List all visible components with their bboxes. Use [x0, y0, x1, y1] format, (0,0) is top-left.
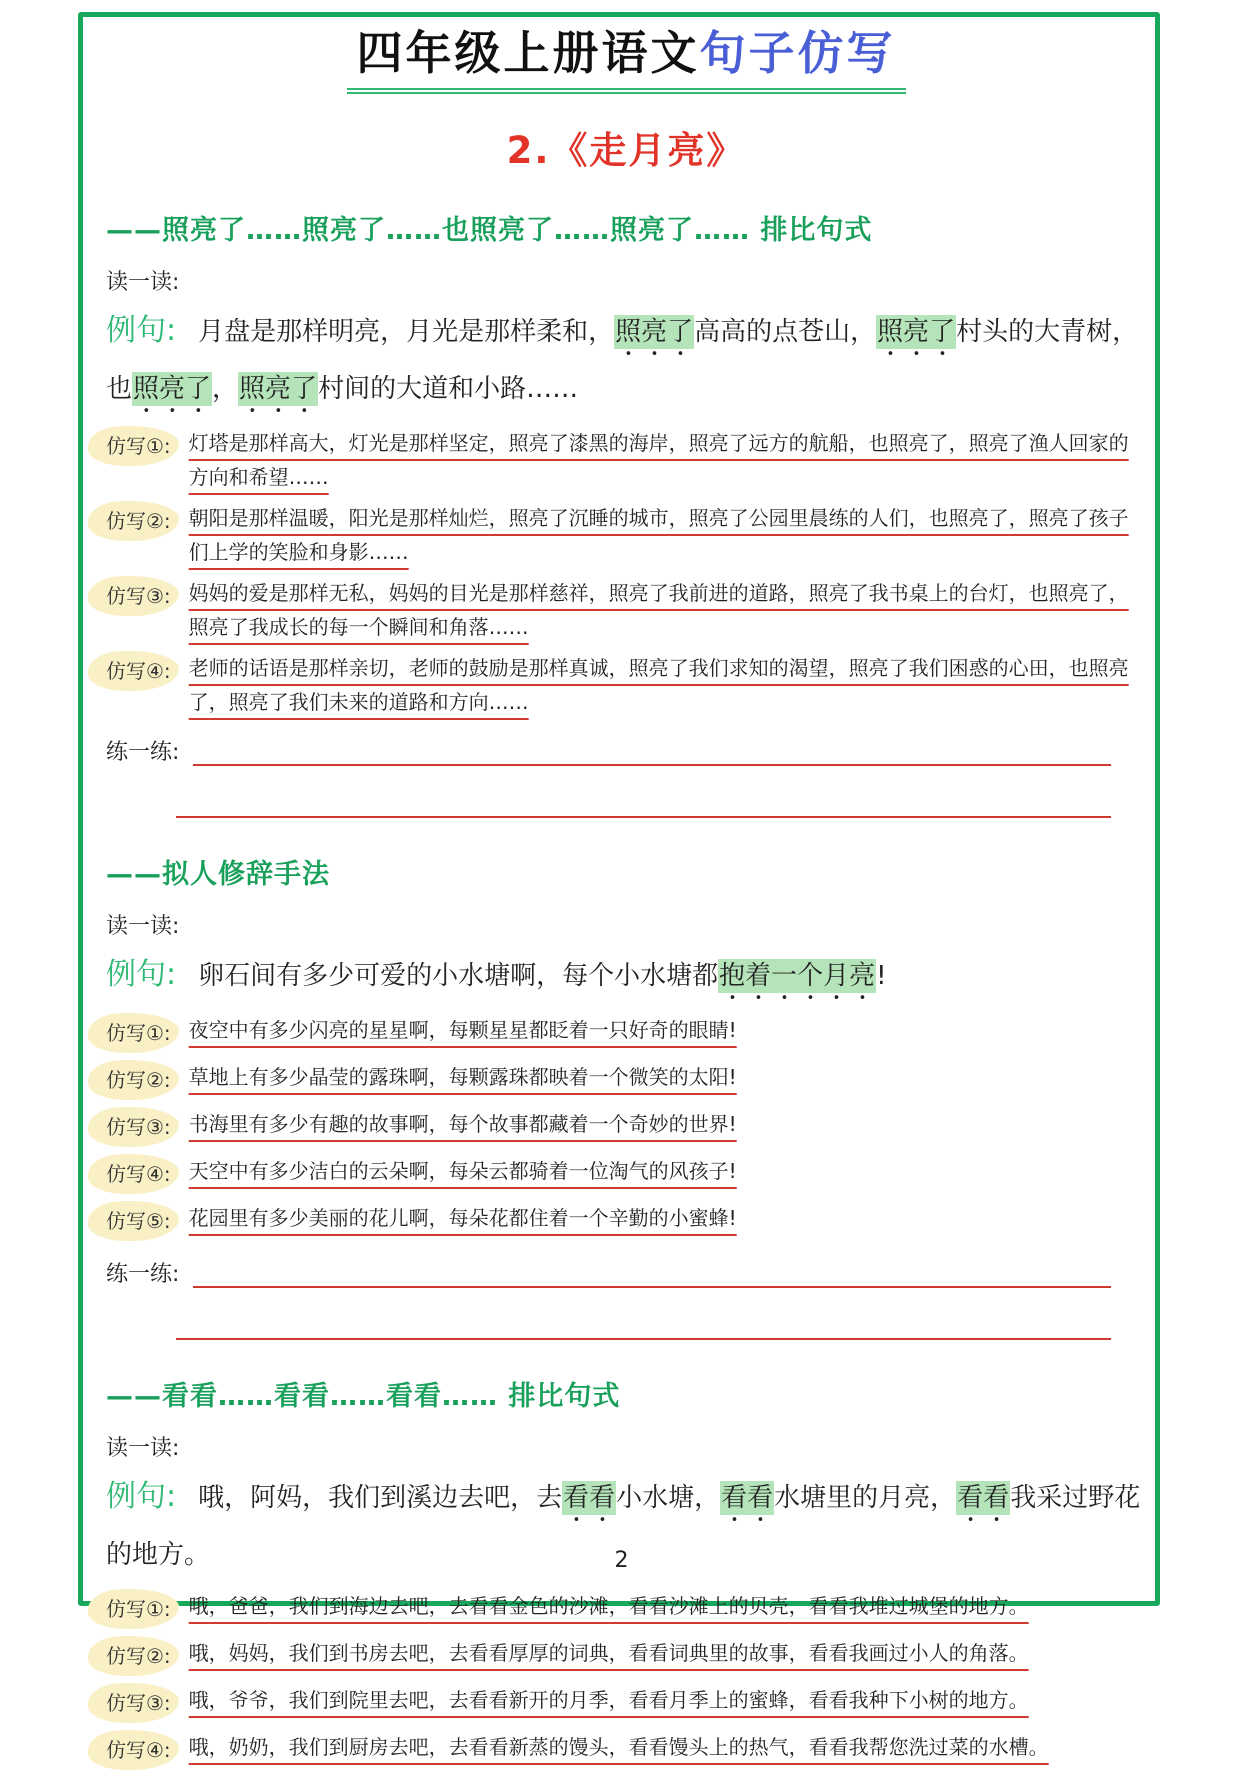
section-header: ——拟人修辞手法 — [106, 859, 330, 891]
example-segment: 村头的大青树，也 — [106, 317, 1139, 405]
fangxie-text: 花园里有多少美丽的花儿啊，每朵花都住着一个辛勤的小蜜蜂! — [188, 1206, 737, 1231]
example-segment: 高高的点苍山， — [694, 317, 877, 348]
fangxie-row — [106, 1060, 1146, 1100]
section-header: ——看看……看看……看看…… 排比句式 — [106, 1381, 621, 1413]
example-segment: 水塘里的月亮， — [774, 1483, 957, 1514]
fangxie-text: 妈妈的爱是那样无私，妈妈的目光是那样慈祥，照亮了我前进的道路，照亮了我书桌上的台灯，也照亮了，照亮了我成长的每一个瞬间和角落…… — [188, 581, 1129, 640]
example-segment: 哦，阿妈，我们到溪边去吧，去 — [198, 1483, 563, 1514]
example-segment: ， — [212, 374, 239, 405]
fangxie-label: 仿写①: — [88, 1589, 179, 1629]
read-label: 读一读: — [106, 914, 180, 940]
practice-line-1 — [193, 1262, 1111, 1288]
fangxie-label: 仿写④: — [88, 651, 179, 691]
section-niren-xiuci — [106, 852, 1146, 1340]
fangxie-text: 哦，奶奶，我们到厨房去吧，去看看新蒸的馒头，看看馒头上的热气，看看我帮您洗过菜的水槽。 — [188, 1735, 1049, 1760]
highlighted-phrase: 看看 — [563, 1483, 616, 1514]
page-title — [106, 26, 1146, 94]
example-segment: 我采过野花的地方。 — [106, 1483, 1141, 1571]
fangxie-text: 天空中有多少洁白的云朵啊，每朵云都骑着一位淘气的风孩子! — [188, 1159, 737, 1184]
highlighted-phrase: 看看 — [721, 1483, 774, 1514]
fangxie-label: 仿写②: — [88, 1636, 179, 1676]
fangxie-text: 夜空中有多少闪亮的星星啊，每颗星星都眨着一只好奇的眼睛! — [188, 1018, 737, 1043]
section-header: ——照亮了……照亮了……也照亮了……照亮了…… 排比句式 — [106, 215, 873, 247]
fangxie-label: 仿写②: — [88, 501, 179, 541]
fangxie-label: 仿写④: — [88, 1730, 179, 1770]
fangxie-row — [106, 1107, 1146, 1147]
fangxie-row — [106, 1730, 1146, 1770]
practice-row — [106, 1257, 1146, 1288]
page-number: 2 — [614, 1548, 629, 1573]
practice-row — [106, 735, 1146, 766]
example-segment: 村间的大道和小路…… — [318, 374, 579, 405]
fangxie-text: 草地上有多少晶莹的露珠啊，每颗露珠都映着一个微笑的太阳! — [188, 1065, 737, 1090]
practice-line-1 — [193, 740, 1111, 766]
fangxie-label: 仿写②: — [88, 1060, 179, 1100]
fangxie-text: 哦，爸爸，我们到海边去吧，去看看金色的沙滩，看看沙滩上的贝壳，看看我堆过城堡的地方。 — [188, 1594, 1029, 1619]
title-underline — [347, 26, 906, 94]
example-label: 例句: — [106, 957, 177, 993]
fangxie-row — [106, 576, 1146, 644]
highlighted-phrase: 看看 — [957, 1483, 1010, 1514]
fangxie-row — [106, 1154, 1146, 1194]
worksheet-content — [106, 26, 1146, 1770]
read-label: 读一读: — [106, 270, 180, 296]
fangxie-row — [106, 1589, 1146, 1629]
fangxie-label: 仿写①: — [88, 1013, 179, 1053]
example-segment: 卵石间有多少可爱的小水塘啊，每个小水塘都 — [198, 961, 719, 992]
lesson-title: 2.《走月亮》 — [506, 129, 746, 173]
practice-line-2 — [176, 814, 1111, 818]
title-accent: 句子仿写 — [699, 26, 896, 80]
highlighted-phrase: 照亮了 — [615, 317, 694, 348]
fangxie-text: 哦，爷爷，我们到院里去吧，去看看新开的月季，看看月季上的蜜蜂，看看我种下小树的地方。 — [188, 1688, 1029, 1713]
title-main: 四年级上册语文 — [356, 26, 700, 80]
example-label: 例句: — [106, 313, 177, 349]
fangxie-label: 仿写③: — [88, 1683, 179, 1723]
fangxie-label: 仿写④: — [88, 1154, 179, 1194]
fangxie-text: 哦，妈妈，我们到书房去吧，去看看厚厚的词典，看看词典里的故事，看看我画过小人的角落。 — [188, 1641, 1029, 1666]
fangxie-row — [106, 1683, 1146, 1723]
fangxie-row — [106, 651, 1146, 719]
example-segment: 月盘是那样明亮，月光是那样柔和， — [198, 317, 615, 348]
read-label: 读一读: — [106, 1436, 180, 1462]
fangxie-row — [106, 426, 1146, 494]
fangxie-row — [106, 501, 1146, 569]
fangxie-row — [106, 1636, 1146, 1676]
practice-label: 练一练: — [106, 740, 180, 766]
section-paibi-zhaoliang — [106, 208, 1146, 818]
fangxie-text: 朝阳是那样温暖，阳光是那样灿烂，照亮了沉睡的城市，照亮了公园里晨练的人们，也照亮了，照亮了孩子们上学的笑脸和身影…… — [188, 506, 1129, 565]
example-sentence — [106, 948, 1146, 1006]
example-segment: ! — [876, 961, 887, 992]
fangxie-row — [106, 1013, 1146, 1053]
practice-line-2 — [176, 1336, 1111, 1340]
fangxie-row — [106, 1201, 1146, 1241]
fangxie-label: 仿写③: — [88, 1107, 179, 1147]
highlighted-phrase: 照亮了 — [877, 317, 956, 348]
fangxie-label: 仿写③: — [88, 576, 179, 616]
highlighted-phrase: 抱着一个月亮 — [719, 961, 876, 992]
highlighted-phrase: 照亮了 — [239, 374, 318, 405]
example-label: 例句: — [106, 1479, 177, 1515]
highlighted-phrase: 照亮了 — [133, 374, 212, 405]
example-sentence — [106, 304, 1146, 419]
fangxie-label: 仿写①: — [88, 426, 179, 466]
fangxie-text: 老师的话语是那样亲切，老师的鼓励是那样真诚，照亮了我们求知的渴望，照亮了我们困惑的心田，也照亮了，照亮了我们未来的道路和方向…… — [188, 656, 1129, 715]
fangxie-text: 灯塔是那样高大，灯光是那样坚定，照亮了漆黑的海岸，照亮了远方的航船，也照亮了，照亮了渔人回家的方向和希望…… — [188, 431, 1129, 490]
fangxie-label: 仿写⑤: — [88, 1201, 179, 1241]
practice-label: 练一练: — [106, 1262, 180, 1288]
fangxie-text: 书海里有多少有趣的故事啊，每个故事都藏着一个奇妙的世界! — [188, 1112, 737, 1137]
example-segment: 小水塘， — [616, 1483, 721, 1514]
